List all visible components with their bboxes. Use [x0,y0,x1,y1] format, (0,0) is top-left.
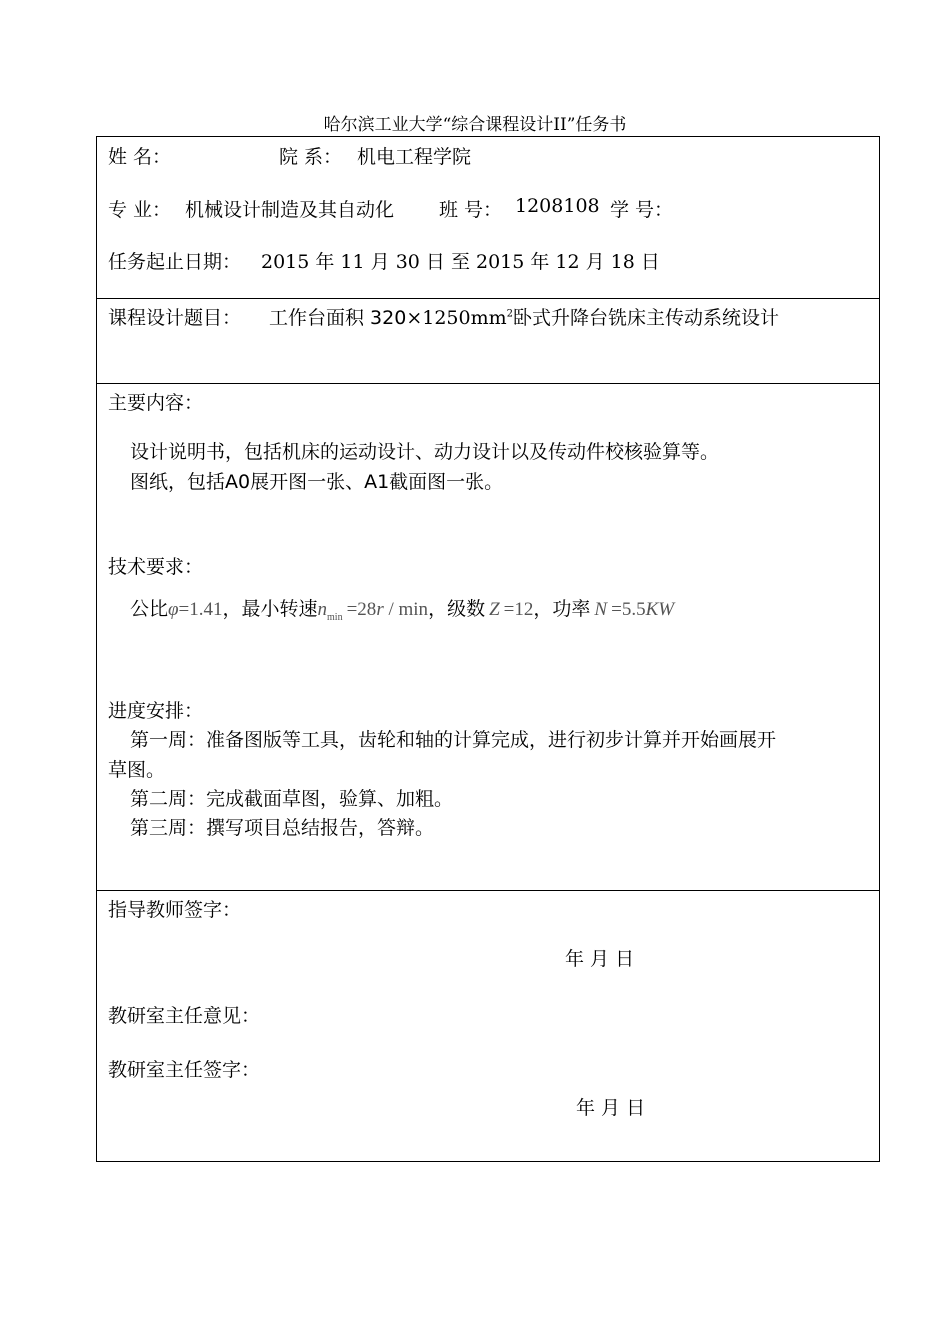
student-id-label: 学 号： [610,199,674,221]
speed-r: r [376,599,384,620]
week-2: 第二周：完成截面草图，验算、加粗。 [130,788,454,810]
tech-requirements-label: 技术要求： [108,556,204,578]
week-1-line-1: 第一周：准备图版等工具，齿轮和轴的计算完成，进行初步计算并开始画展开 [130,729,777,751]
power-unit: KW [645,599,675,620]
date-label: 任务起止日期： [108,251,242,273]
stages-label: 级数 [447,598,486,620]
signature-row [97,890,879,1161]
topic-times: × [406,307,423,329]
content-item-2: 图纸，包括A0展开图一张、A1截面图一张。 [130,471,504,493]
document-title: 哈尔滨工业大学“综合课程设计II”任务书 [323,115,627,135]
week-3: 第三周：撰写项目总结报告，答辩。 [130,817,435,839]
major-value: 机械设计制造及其自动化 [185,199,395,221]
speed-label: 最小转速 [241,598,318,620]
speed-value: =28 [346,599,377,620]
task-table [96,136,880,1162]
power-label: 功率 [552,598,591,620]
content-row [97,383,879,891]
topic-dimension: 1250mm [422,307,507,329]
main-content-label: 主要内容： [108,392,204,414]
director-date: 年 月 日 [576,1097,646,1119]
topic-text [269,303,779,330]
topic-row [97,298,879,384]
info-row [97,137,879,299]
topic-tail: 卧式升降台铣床主传动系统设计 [513,307,780,329]
topic-label: 课程设计题目： [108,307,242,329]
separator: ， [428,598,448,620]
ratio-symbol: φ [168,599,179,620]
advisor-date: 年 月 日 [565,948,635,970]
power-symbol: N [594,599,608,620]
name-label: 姓 名： [108,146,172,168]
content-item-1: 设计说明书，包括机床的运动设计、动力设计以及传动件校核验算等。 [130,441,720,463]
major-label: 专 业： [108,199,172,221]
stages-symbol: Z [489,599,500,620]
director-signature-label: 教研室主任签字： [108,1059,261,1081]
speed-unit: / min [383,599,429,620]
ratio-label: 公比 [130,598,169,620]
dept-label: 院 系： [279,146,343,168]
dept-value: 机电工程学院 [357,146,472,168]
topic-pre: 工作台面积 320 [269,307,407,329]
power-value: =5.5 [611,599,646,620]
class-value: 1208108 [515,195,600,217]
advisor-signature-label: 指导教师签字： [108,899,242,921]
separator: ， [222,598,242,620]
class-label: 班 号： [439,199,503,221]
tech-params [130,594,674,623]
date-value: 2015 年 11 月 30 日 至 2015 年 12 月 18 日 [261,251,660,273]
separator: ， [533,598,553,620]
stages-value: =12 [503,599,534,620]
week-1-line-2: 草图。 [108,759,166,781]
speed-symbol: n [317,599,328,620]
topic-superscript: 2 [506,308,513,320]
ratio-value: =1.41 [178,599,223,620]
speed-subscript: min [327,611,343,623]
director-opinion-label: 教研室主任意见： [108,1005,261,1027]
schedule-label: 进度安排： [108,700,204,722]
